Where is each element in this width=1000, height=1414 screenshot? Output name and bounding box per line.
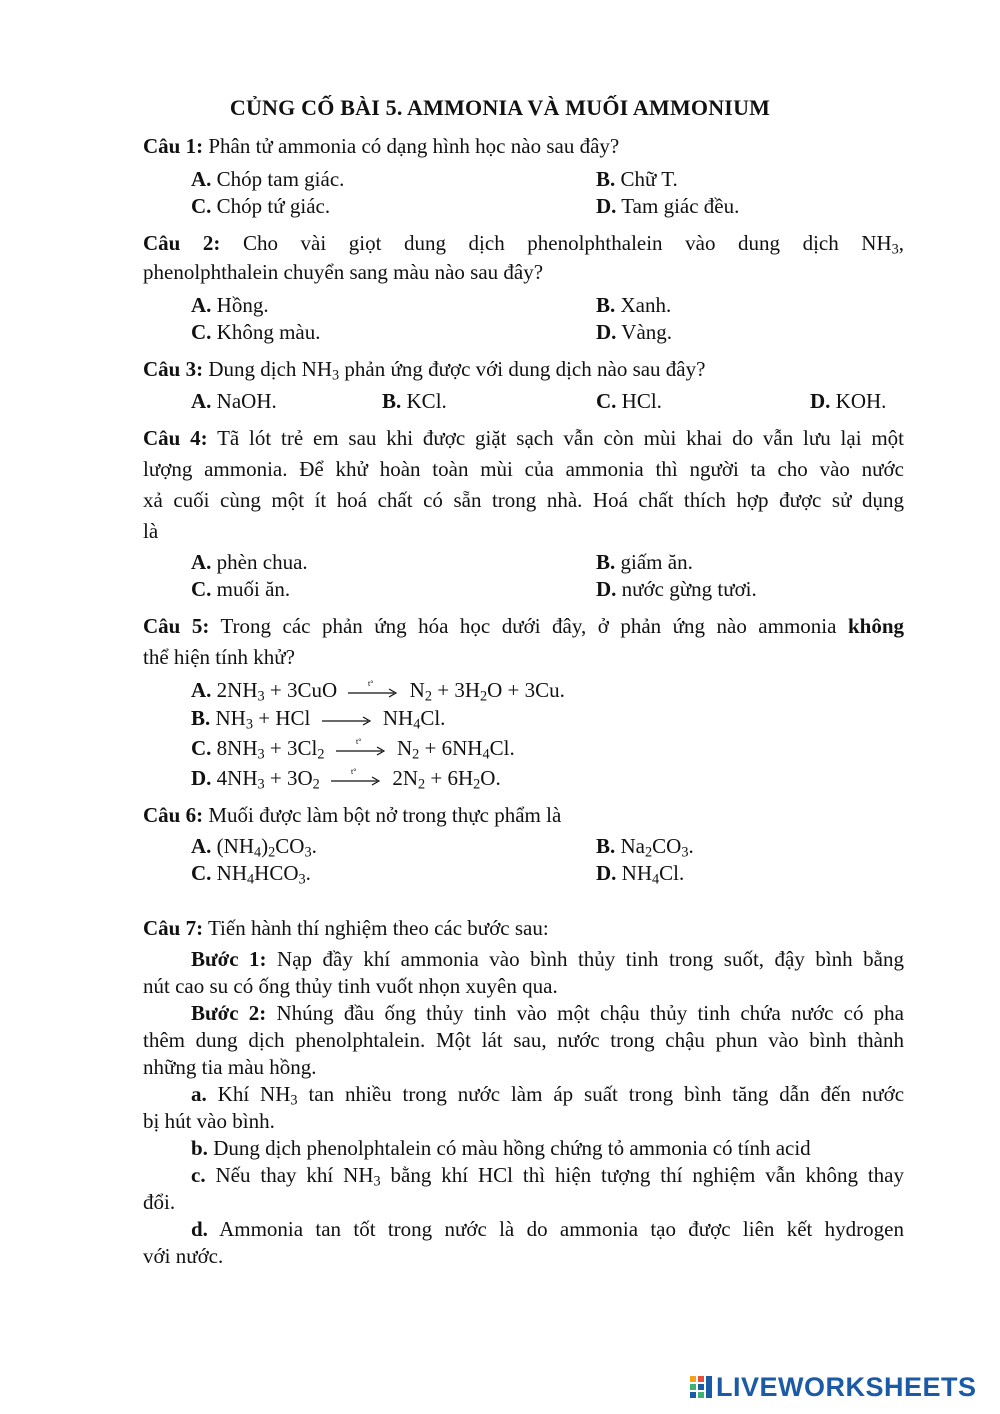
question-7	[143, 914, 549, 942]
option-text: giấm ăn.	[620, 550, 693, 574]
option-text: Không màu.	[216, 320, 321, 344]
option-letter: B.	[191, 706, 211, 730]
option-text: HCl.	[621, 389, 662, 413]
question-label: Câu 6:	[143, 803, 204, 827]
question-label: Câu 4:	[143, 426, 208, 450]
option-text: KCl.	[406, 389, 447, 413]
question-4-line-3: xả cuối cùng một ít hoá chất có sẵn trong nhà. Hoá chất thích hợp được sử dụng	[143, 488, 904, 512]
q1-option-d[interactable]	[596, 192, 739, 220]
option-text: Tam giác đều.	[621, 194, 740, 218]
q5-option-b[interactable]: B. $NH_3$ + HCl $NH_4Cl$.	[191, 706, 446, 733]
statement-text: Ammonia tan tốt trong nước là do ammonia tạo được liên kết hydrogen	[219, 1217, 905, 1241]
question-text: Trong các phản ứng hóa học dưới đây, ở phản ứng nào ammonia	[220, 614, 837, 638]
question-text: Tiến hành thí nghiệm theo các bước sau:	[207, 916, 549, 940]
step-label: Bước 2:	[191, 1001, 267, 1025]
step-2-line-3: những tia màu hồng.	[143, 1055, 317, 1079]
statement-text: Dung dịch phenolphtalein có màu hồng chứng tỏ ammonia có tính acid	[213, 1136, 811, 1160]
option-letter: C.	[596, 389, 617, 413]
heat-label: t°	[351, 767, 357, 776]
q2-option-a[interactable]	[191, 291, 269, 319]
logo-text: LIVEWORKSHEETS	[716, 1372, 977, 1402]
q5-option-d[interactable]: D. $4NH_3 + 3O_2$ t° $2N_2 + 6H_2O$.	[191, 766, 501, 793]
reaction-arrow-icon	[348, 678, 398, 700]
question-label: Câu 7:	[143, 916, 204, 940]
option-text: muối ăn.	[216, 577, 291, 601]
q3-option-a[interactable]	[191, 387, 277, 415]
statement-c-line-2: đổi.	[143, 1190, 176, 1214]
q4-option-a[interactable]	[191, 548, 308, 576]
question-5-line-2: thể hiện tính khử?	[143, 645, 295, 669]
statement-c[interactable]: c. Nếu thay khí $NH_3$ bằng khí HCl thì hiện tượng thí nghiệm vẫn không thay	[191, 1163, 904, 1190]
option-letter: D.	[596, 320, 617, 344]
question-text: Cho vài giọt dung dịch phenolphthalein vào dung dịch NH	[242, 231, 892, 255]
question-6	[143, 801, 561, 829]
option-text: Xanh.	[620, 293, 672, 317]
q2-option-b[interactable]	[596, 291, 671, 319]
option-text: Chữ T.	[620, 167, 678, 191]
statement-text: tan nhiều trong nước làm áp suất trong bình tăng dẫn đến nước	[308, 1082, 905, 1106]
option-letter: A.	[191, 834, 212, 858]
step-label: Bước 1:	[191, 947, 267, 971]
page-title: CỦNG CỐ BÀI 5. AMMONIA VÀ MUỐI AMMONIUM	[229, 95, 771, 120]
step-1-line-2: nút cao su có ống thủy tinh vuốt nhọn xuyên qua.	[143, 974, 558, 998]
heat-label: t°	[355, 737, 362, 746]
q4-option-b[interactable]	[596, 548, 693, 576]
question-text: Dung dịch NH	[208, 357, 332, 381]
question-label: Câu 5:	[143, 614, 210, 638]
step-2	[191, 999, 904, 1027]
option-letter: B.	[382, 389, 402, 413]
option-letter: D.	[810, 389, 831, 413]
question-text: phản ứng được với dung dịch nào sau đây?	[344, 357, 706, 381]
q1-option-c[interactable]	[191, 192, 330, 220]
logo-icon	[690, 1376, 712, 1400]
statement-text: Khí NH	[217, 1082, 291, 1106]
question-text: Muối được làm bột nở trong thực phẩm là	[208, 803, 562, 827]
option-letter: C.	[191, 194, 212, 218]
q2-option-c[interactable]	[191, 318, 321, 346]
question-2: Câu 2: Cho vài giọt dung dịch phenolphthalein vào dung dịch $NH_3$,	[143, 231, 905, 258]
option-letter: D.	[191, 766, 212, 790]
question-1	[143, 132, 619, 160]
question-label: Câu 3:	[143, 357, 204, 381]
q4-option-c[interactable]	[191, 575, 290, 603]
option-text: NaOH.	[216, 389, 277, 413]
option-letter: B.	[596, 834, 616, 858]
q3-option-b[interactable]	[382, 387, 447, 415]
q5-option-c[interactable]: C. $8NH_3 + 3Cl_2$ t° $N_2 + 6NH_4Cl$.	[191, 736, 515, 763]
question-4	[143, 424, 904, 452]
option-letter: C.	[191, 736, 212, 760]
statement-d[interactable]	[191, 1215, 904, 1243]
liveworksheets-logo[interactable]	[690, 1372, 977, 1403]
question-3: Câu 3: Dung dịch $NH_3$ phản ứng được với dung dịch nào sau đây?	[143, 357, 706, 384]
statement-a[interactable]: a. Khí $NH_3$ tan nhiều trong nước làm áp suất trong bình tăng dẫn đến nước	[191, 1082, 905, 1109]
step-text: Nạp đầy khí ammonia vào bình thủy tinh trong suốt, đậy bình bằng	[277, 947, 904, 971]
question-label: Câu 2:	[143, 231, 221, 255]
q1-option-b[interactable]	[596, 165, 678, 193]
reaction-arrow-icon	[336, 736, 386, 758]
question-4-line-2: lượng ammonia. Để khử hoàn toàn mùi của ammonia thì người ta cho vào nước	[143, 457, 904, 481]
reaction-arrow-icon	[322, 706, 372, 728]
q6-option-d[interactable]: D. $NH_4Cl$.	[596, 861, 685, 888]
statement-letter: c.	[191, 1163, 206, 1187]
question-text: Tã lót trẻ em sau khi được giặt sạch vẫn còn mùi khai do vẫn lưu lại một	[217, 426, 905, 450]
q3-option-d[interactable]	[810, 387, 886, 415]
emphasis: không	[847, 614, 905, 638]
q3-option-c[interactable]	[596, 387, 662, 415]
q4-option-d[interactable]	[596, 575, 757, 603]
option-letter: D.	[596, 194, 617, 218]
question-label: Câu 1:	[143, 134, 204, 158]
heat-label: t°	[368, 679, 374, 688]
option-letter: D.	[596, 861, 617, 885]
statement-letter: b.	[191, 1136, 208, 1160]
option-letter: B.	[596, 167, 616, 191]
q6-option-b[interactable]: B. $Na_2CO_3$.	[596, 834, 694, 861]
statement-text: Nếu thay khí NH	[215, 1163, 374, 1187]
option-text: KOH.	[835, 389, 887, 413]
option-letter: A.	[191, 167, 212, 191]
statement-letter: a.	[191, 1082, 207, 1106]
statement-text: bằng khí HCl thì hiện tượng thí nghiệm vẫn không thay	[390, 1163, 904, 1187]
option-text: Hồng.	[216, 293, 269, 317]
statement-letter: d.	[191, 1217, 208, 1241]
q6-option-a[interactable]: A. $(NH_4)_2CO_3$.	[191, 834, 317, 861]
option-text: nước gừng tươi.	[621, 577, 757, 601]
question-5	[143, 612, 904, 640]
option-letter: C.	[191, 320, 212, 344]
statement-a-line-2: bị hút vào bình.	[143, 1109, 275, 1133]
statement-b[interactable]	[191, 1134, 811, 1162]
option-letter: A.	[191, 389, 212, 413]
statement-d-line-2: với nước.	[143, 1244, 224, 1268]
step-2-line-2: thêm dung dịch phenolphtalein. Một lát sau, nước trong chậu phun vào bình thành	[143, 1028, 904, 1052]
option-letter: A.	[191, 678, 212, 702]
q2-option-d[interactable]	[596, 318, 672, 346]
q5-option-a[interactable]: A. $2NH_3 + 3CuO$ t° $N_2 + 3H_2O + 3Cu$.	[191, 678, 565, 705]
option-letter: B.	[596, 293, 616, 317]
reaction-arrow-icon	[331, 766, 381, 788]
step-text: Nhúng đầu ống thủy tinh vào một chậu thủy tinh chứa nước có pha	[276, 1001, 904, 1025]
option-letter: A.	[191, 293, 212, 317]
question-4-line-4: là	[143, 519, 159, 543]
q1-option-a[interactable]	[191, 165, 344, 193]
question-text: Phân tử ammonia có dạng hình học nào sau đây?	[208, 134, 620, 158]
q6-option-c[interactable]: C. $NH_4HCO_3$.	[191, 861, 311, 888]
step-1	[191, 945, 904, 973]
question-2-cont: phenolphthalein chuyển sang màu nào sau đây?	[143, 260, 544, 284]
option-letter: D.	[596, 577, 617, 601]
option-letter: C.	[191, 861, 212, 885]
option-letter: A.	[191, 550, 212, 574]
option-text: Chóp tam giác.	[216, 167, 345, 191]
option-text: Vàng.	[621, 320, 673, 344]
option-letter: C.	[191, 577, 212, 601]
option-text: phèn chua.	[216, 550, 308, 574]
option-text: Chóp tứ giác.	[216, 194, 331, 218]
option-letter: B.	[596, 550, 616, 574]
